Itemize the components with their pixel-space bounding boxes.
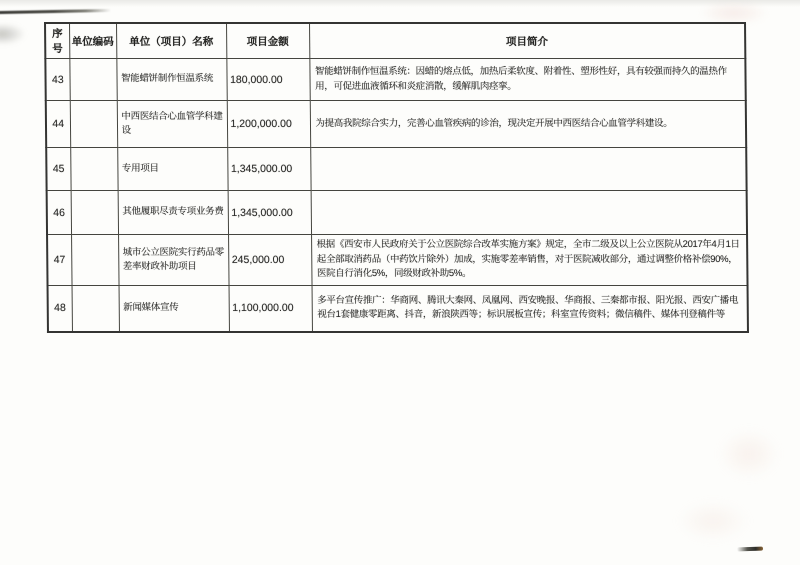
project-budget-table <box>44 22 749 333</box>
scan-smudge <box>718 428 780 480</box>
table-row <box>48 286 748 332</box>
cell-amount: 1,200,000.00 <box>227 101 310 148</box>
cell-unit-code <box>72 286 119 332</box>
col-header-description: 项目简介 <box>309 23 745 59</box>
cell-project-name: 智能蜡饼制作恒温系统 <box>116 59 226 101</box>
cell-unit-code <box>71 191 118 235</box>
cell-project-name: 其他履职尽责专项业务费 <box>118 191 228 235</box>
table-header-row <box>45 23 745 59</box>
cell-project-name: 新闻媒体宣传 <box>119 286 229 332</box>
table-row <box>47 235 747 286</box>
cell-amount: 1,100,000.00 <box>229 286 312 332</box>
scan-artifact-left-smudge <box>0 23 26 45</box>
table-row <box>45 59 745 101</box>
cell-serial: 46 <box>47 191 71 235</box>
col-header-project-name: 单位（项目）名称 <box>116 23 226 59</box>
table-row <box>46 101 746 148</box>
cell-amount: 245,000.00 <box>228 235 311 286</box>
cell-unit-code <box>70 101 117 148</box>
col-header-serial: 序号 <box>45 23 69 59</box>
scan-artifact-bottom-dash <box>737 547 763 552</box>
cell-description <box>311 191 747 235</box>
cell-serial: 48 <box>48 286 72 332</box>
cell-unit-code <box>69 59 116 101</box>
cell-amount: 1,345,000.00 <box>227 148 310 191</box>
cell-description: 智能蜡饼制作恒温系统：因蜡的熔点低，加热后柔软度、附着性、塑形性好，具有较强而持久的温热作用，可促进血液循环和炎症消散，缓解肌肉痉挛。 <box>309 59 745 101</box>
cell-description: 多平台宣传推广：华商网、腾讯大秦网、凤凰网、西安晚报、华商报、三秦都市报、阳光报、西安广播电视台1套健康零距离、抖音，新浪陕西等；标识展板宣传；科室宣传资料；微信稿件、媒体刊登稿件等 <box>312 286 748 332</box>
cell-serial: 43 <box>45 59 69 101</box>
cell-serial: 45 <box>46 148 70 191</box>
cell-description: 根据《西安市人民政府关于公立医院综合改革实施方案》规定，全市二级及以上公立医院从2017年4月1日起全部取消药品（中药饮片除外）加成，实施零差率销售，对于医院减收部分，通过调整价格补偿90%，医院自行消化5%，同级财政补助5%。 <box>311 235 747 286</box>
scan-artifact-top-line <box>0 9 111 14</box>
cell-description <box>310 148 746 191</box>
cell-serial: 44 <box>46 101 70 148</box>
col-header-unit-code: 单位编码 <box>69 23 116 59</box>
cell-unit-code <box>71 235 118 286</box>
table-row <box>46 148 746 191</box>
cell-project-name: 城市公立医院实行药品零差率财政补助项目 <box>118 235 228 286</box>
col-header-amount: 项目金额 <box>226 23 309 59</box>
cell-serial: 47 <box>47 235 71 286</box>
cell-project-name: 中西医结合心血管学科建设 <box>117 101 227 148</box>
scan-smudge <box>676 500 750 542</box>
cell-unit-code <box>70 148 117 191</box>
cell-project-name: 专用项目 <box>117 148 227 191</box>
cell-amount: 1,345,000.00 <box>228 191 311 235</box>
table-row <box>47 191 747 235</box>
cell-amount: 180,000.00 <box>226 59 309 101</box>
cell-description: 为提高我院综合实力，完善心血管疾病的诊治，现决定开展中西医结合心血管学科建设。 <box>310 101 746 148</box>
